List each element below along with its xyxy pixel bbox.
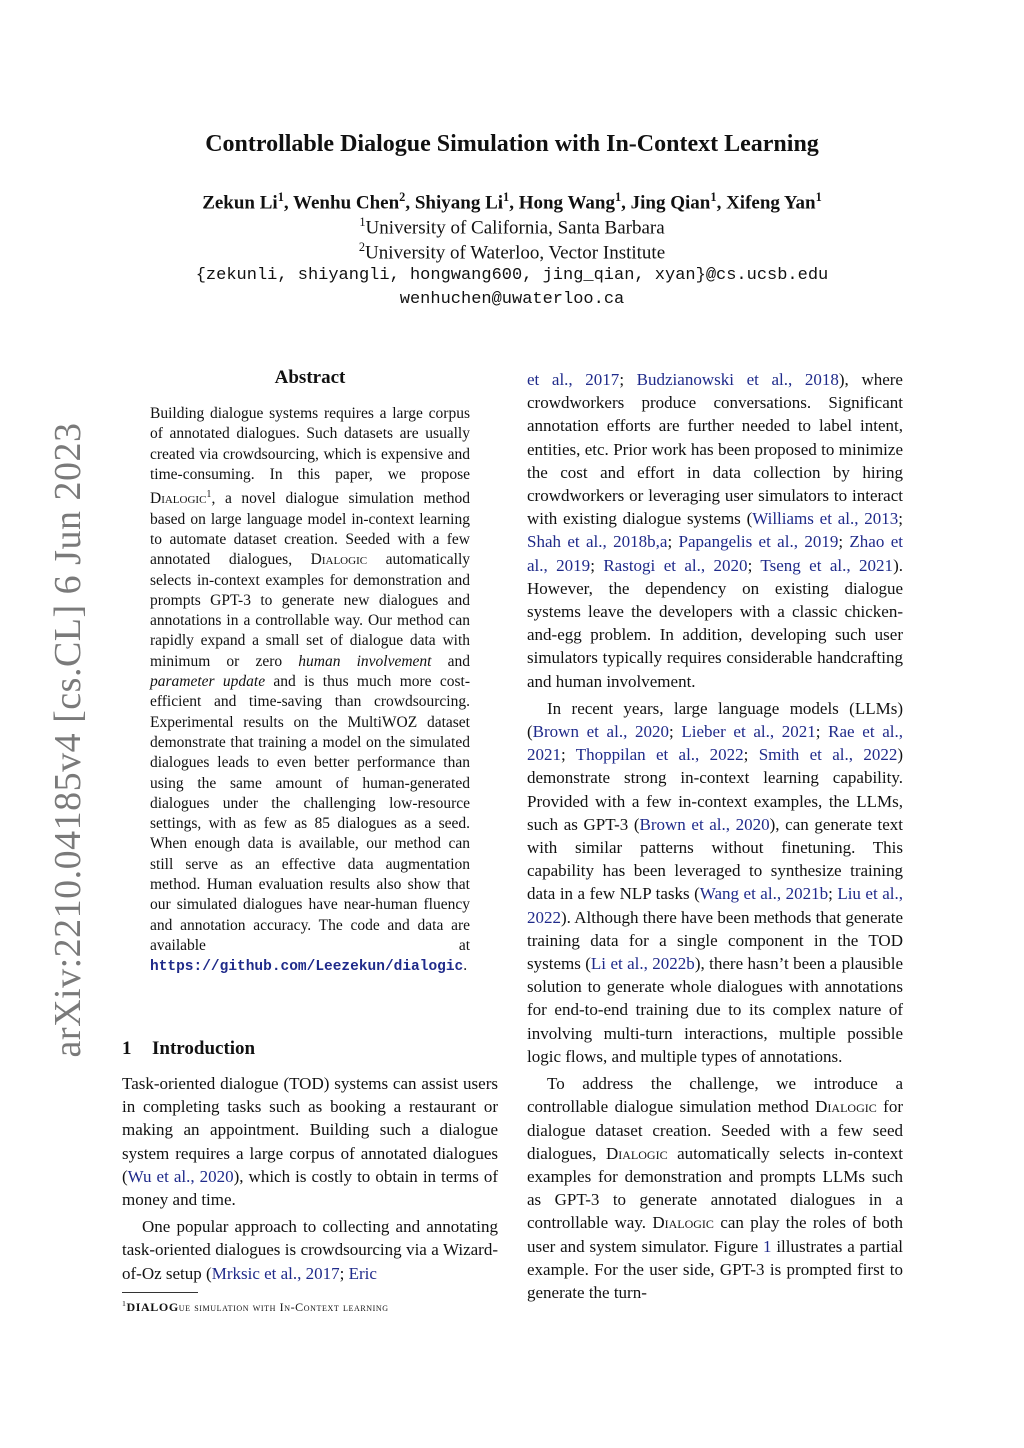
citation-link[interactable]: Brown et al., 2020 [639,814,770,834]
citation-link[interactable]: Williams et al., 2013 [752,509,899,529]
right-column-text [527,368,903,1308]
author-list: Zekun Li$^1$, Wenhu Chen$^2$, Shiyang Li$^1$, Hong Wang$^1$, Jing Qian$^1$, Xifeng Yan$^1$ [202,190,822,214]
citation-link[interactable]: Rae et al., 2021 [527,722,903,765]
citation-link[interactable]: Li et al., 2022b [590,954,695,974]
author-name: Zekun Li [202,192,278,214]
section-heading-introduction: 1 Introduction [122,1038,256,1059]
citation-link[interactable]: Eric [348,1263,377,1283]
paragraph: To address the challenge, we introduce a controllable dialogue simulation method Dialogic for dialogue dataset creation. Seeded with a few seed dialogues, Dialogic automatically selects in-context examples for demonstration and prompts LLMs such as GPT-3 to generate annotated dialogues in a controllable way. Dialogic can play the roles of both user and system simulator. Figure 1 illustrates a partial example. For the user side, GPT-3 is prompted first to generate the turn- [527,1074,904,1302]
method-name: Dialogic [605,1143,668,1163]
affiliation: $^2$University of Waterloo, Vector Institute [358,240,666,264]
author-email: wenhuchen@uwaterloo.ca [399,290,625,309]
citation-link[interactable]: Zhao et al., 2019 [527,532,903,575]
footnote: $^1$DIALOGue simulation with In-Context learning [122,1299,389,1314]
author-name: Jing Qian [630,192,711,214]
method-name: Dialogic [310,551,368,569]
citation-link[interactable]: Thoppilan et al., 2022 [575,745,744,765]
author-name: Shiyang Li [414,192,504,214]
citation-link[interactable]: Smith et al., 2022 [758,745,898,765]
citation-link[interactable]: Wu et al., 2020 [127,1166,234,1186]
citation-link[interactable]: Budzianowski et al., 2018 [636,370,839,389]
abstract-heading: Abstract [274,367,346,388]
method-name: Dialogic [815,1097,877,1117]
citation-link[interactable]: et al., 2017 [527,370,620,389]
method-name: Dialogic [150,490,207,508]
figure-reference-link[interactable]: 1 [763,1236,772,1256]
paragraph: One popular approach to collecting and annotating task-oriented dialogues is crowdsourcing via a Wizard-of-Oz setup (Mrksic et al., 2017; Eric [122,1217,498,1283]
citation-link[interactable]: Mrksic et al., 2017 [211,1263,340,1283]
footnote-divider [122,1292,198,1293]
code-link[interactable]: https://github.com/Leezekun/dialogic [150,959,464,976]
author-name: Wenhu Chen [293,192,400,214]
paragraph: et al., 2017; Budzianowski et al., 2018), where crowdworkers produce conversations. Significant annotation efforts are further needed to label intent, entities, etc. Prior work has been proposed to minimize the cost and effort in data collection by hiring crowdworkers or leveraging user simulators to interact with existing dialogue systems (Williams et al., 2013; Shah et al., 2018b,a; Papangelis et al., 2019; Zhao et al., 2019; Rastogi et al., 2020; Tseng et al., 2021). However, the dependency on existing dialogue systems leave the developers with a classic chicken-and-egg problem. In addition, developing such user simulators typically requires considerable handcrafting and human involvement. [527,370,903,691]
method-name: Dialogic [652,1213,714,1233]
author-emails: {zekunli, shiyangli, hongwang600, jing_qian, xyan}@cs.ucsb.edu [195,266,829,285]
left-column-text [122,1072,498,1289]
abstract-text: Building dialogue systems requires a large corpus of annotated dialogues. Such datasets are usually created via crowdsourcing, which is expensive and time-consuming. In this paper, we propose Dialogic$^1$, a novel dialogue simulation method based on large language model in-context learning to automate dataset creation. Seeded with a few annotated dialogues, Dialogic automatically selects in-context examples for demonstration and prompts GPT-3 to generate new dialogues and annotations in a controllable way. Our method can rapidly expand a small set of dialogue data with minimum or zero human involvement and parameter update and is thus much more cost-efficient and time-saving than crowdsourcing. Experimental results on the MultiWOZ dataset demonstrate that training a model on the simulated dialogues leads to even better performance than using the same amount of human-generated dialogues under the challenging low-resource settings, with as few as 85 dialogues as a seed. When enough data is available, our method can still serve as an effective data augmentation method. Human evaluation results also show that our simulated dialogues have near-human fluency and annotation accuracy. The code and data are available at https://github.com/Leezekun/dialogic. [150,405,470,976]
paragraph: Task-oriented dialogue (TOD) systems can assist users in completing tasks such as booking a restaurant or making an appointment. Building such a dialogue system requires a large corpus of annotated dialogues (Wu et al., 2020), which is costly to obtain in terms of money and time. [122,1074,498,1210]
affiliation: $^1$University of California, Santa Barbara [359,215,665,239]
citation-link[interactable]: Lieber et al., 2021 [681,722,816,742]
paper-title: Controllable Dialogue Simulation with In-Context Learning [205,131,819,157]
citation-link[interactable]: Wang et al., 2021b [699,884,829,904]
paragraph: In recent years, large language models (LLMs) (Brown et al., 2020; Lieber et al., 2021; Rae et al., 2021; Thoppilan et al., 2022; Smith et al., 2022) demonstrate strong in-context learning capability. Provided with a few in-context examples, the LLMs, such as GPT-3 (Brown et al., 2020), can generate text with similar patterns without finetuning. This capability has been leveraged to synthesize training data in a few NLP tasks (Wang et al., 2021b; Liu et al., 2022). Although there have been methods that generate training data for a single component in the TOD systems (Li et al., 2022b), there hasn’t been a plausible solution to generate whole dialogues with annotations for end-to-end training due to its complex nature of involving multi-turn interactions, multiple possible logic flows, and multiple types of annotations. [527,698,904,1066]
arxiv-identifier: arXiv:2210.04185v4 [cs.CL] 6 Jun 2023 [47,422,89,1058]
citation-link[interactable]: Liu et al., 2022 [527,884,903,927]
author-name: Xifeng Yan [726,192,816,214]
citation-link[interactable]: Rastogi et al., 2020 [603,555,748,575]
author-name: Hong Wang [518,192,615,214]
citation-link[interactable]: Shah et al., 2018b,a [527,532,668,552]
citation-link[interactable]: Brown et al., 2020 [532,722,669,742]
footnote-marker: 1 [206,489,212,501]
citation-link[interactable]: Papangelis et al., 2019 [678,532,839,552]
citation-link[interactable]: Tseng et al., 2021 [760,555,894,575]
